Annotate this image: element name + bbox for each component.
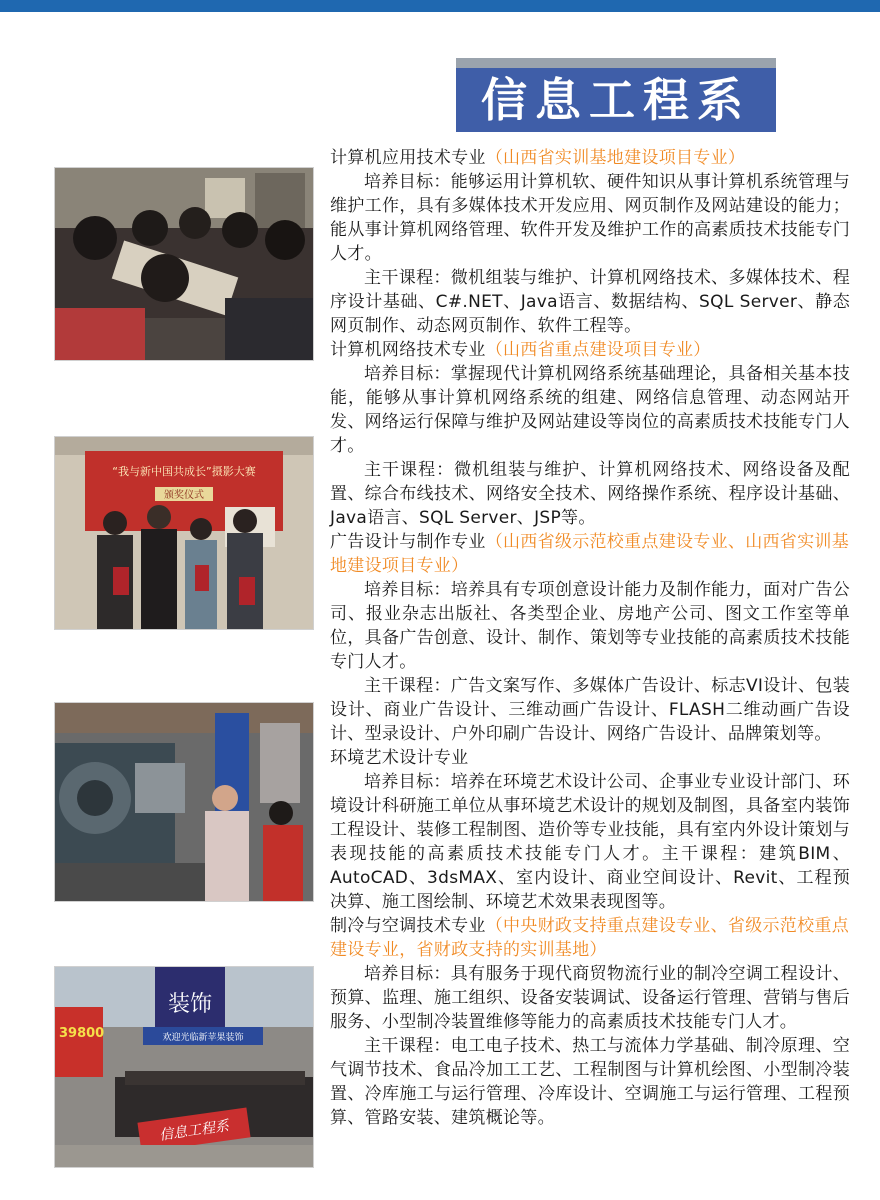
banner-title-text: “我与新中国共成长”摄影大赛 bbox=[112, 465, 256, 478]
major-heading bbox=[330, 746, 850, 770]
major-objective: 培养目标：培养具有专项创意设计能力及制作能力，面对广告公司、报业杂志出版社、各类型企业、房地产公司、图文工作室等单位，具备广告创意、设计、制作、策划等专业技能的高素质技术技能专门人才。 bbox=[330, 580, 850, 672]
banner-subtitle-text: 颁奖仪式 bbox=[164, 490, 204, 501]
major-note: （山西省实训基地建设项目专业） bbox=[485, 148, 746, 168]
title-banner-shade bbox=[456, 58, 776, 68]
major-heading bbox=[330, 338, 850, 362]
department-title: 信息工程系 bbox=[481, 73, 751, 127]
major-objective: 培养目标：能够运用计算机软、硬件知识从事计算机系统管理与维护工作，具有多媒体技术开发应用、网页制作及网站建设的能力；能从事计算机网络管理、软件开发及维护工作的高素质技术技能专门人才。 bbox=[330, 172, 850, 264]
major-courses: 主干课程：电工电子技术、热工与流体力学基础、制冷原理、空气调节技术、食品冷加工工艺、工程制图与计算机绘图、小型制冷装置、冷库施工与运行管理、冷库设计、空调施工与运行管理、工程预算、管路安装、建筑概论等。 bbox=[330, 1036, 850, 1128]
major-note: （中央财政支持重点建设专业、省级示范校重点建设专业，省财政支持的实训基地） bbox=[330, 916, 850, 960]
majors-content bbox=[330, 146, 850, 1130]
major-objective: 培养目标：培养在环境艺术设计公司、企事业专业设计部门、环境设计科研施工单位从事环境艺术设计的规划及制图，具备室内装饰工程设计、装修工程制图、造价等专业技能，具有室内外设计策划与表现技能的高素质技术技能专门人才。主干课程：建筑BIM、AutoCAD、3dsMAX、室内设计、商业空间设计、Revit、工程预决算、施工图绘制、环境艺术效果表现图等。 bbox=[330, 772, 850, 912]
major-objective: 培养目标：掌握现代计算机网络系统基础理论，具备相关基本技能，能够从事计算机网络系统的组建、网络信息管理、动态网站开发、网络运行保障与维护及网站建设等岗位的高素质技术技能专门人才。 bbox=[330, 364, 850, 456]
major-title: 计算机网络技术专业 bbox=[330, 340, 486, 360]
flag-text: 信息工程系 bbox=[158, 1118, 230, 1144]
major-title: 环境艺术设计专业 bbox=[330, 748, 469, 768]
major-courses: 主干课程：微机组装与维护、计算机网络技术、网络设备及配置、综合布线技术、网络安全技术、网络操作系统、程序设计基础、Java语言、SQL Server、JSP等。 bbox=[330, 460, 850, 528]
major-title: 广告设计与制作专业 bbox=[330, 532, 486, 552]
sign-big-text: 装饰 bbox=[167, 992, 213, 1017]
major-note: （山西省重点建设项目专业） bbox=[485, 340, 711, 360]
group-photo bbox=[54, 966, 314, 1168]
major-heading bbox=[330, 530, 850, 578]
sign-text: 欢迎光临新苹果装饰 bbox=[162, 1033, 244, 1043]
major-courses: 主干课程：广告文案写作、多媒体广告设计、标志VI设计、包装设计、商业广告设计、三维动画广告设计、FLASH二维动画广告设计、型录设计、户外印刷广告设计、网络广告设计、品牌策划等。 bbox=[330, 676, 850, 744]
award-ceremony-photo bbox=[54, 436, 314, 630]
ad-number-text: 39800 bbox=[59, 1026, 105, 1041]
major-note: （山西省级示范校重点建设专业、山西省实训基地建设项目专业） bbox=[330, 532, 850, 576]
top-accent-bar bbox=[0, 0, 880, 12]
major-heading bbox=[330, 146, 850, 170]
major-title: 制冷与空调技术专业 bbox=[330, 916, 486, 936]
department-title-banner bbox=[456, 58, 776, 132]
students-at-exhibition-photo bbox=[54, 167, 314, 361]
major-courses: 主干课程：微机组装与维护、计算机网络技术、多媒体技术、程序设计基础、C#.NET、Java语言、数据结构、SQL Server、静态网页制作、动态网页制作、软件工程等。 bbox=[330, 268, 850, 336]
major-title: 计算机应用技术专业 bbox=[330, 148, 486, 168]
major-objective: 培养目标：具有服务于现代商贸物流行业的制冷空调工程设计、预算、监理、施工组织、设备安装调试、设备运行管理、营销与售后服务、小型制冷装置维修等能力的高素质技术技能专门人才。 bbox=[330, 964, 850, 1032]
refrigeration-training-photo bbox=[54, 702, 314, 902]
major-heading bbox=[330, 914, 850, 962]
